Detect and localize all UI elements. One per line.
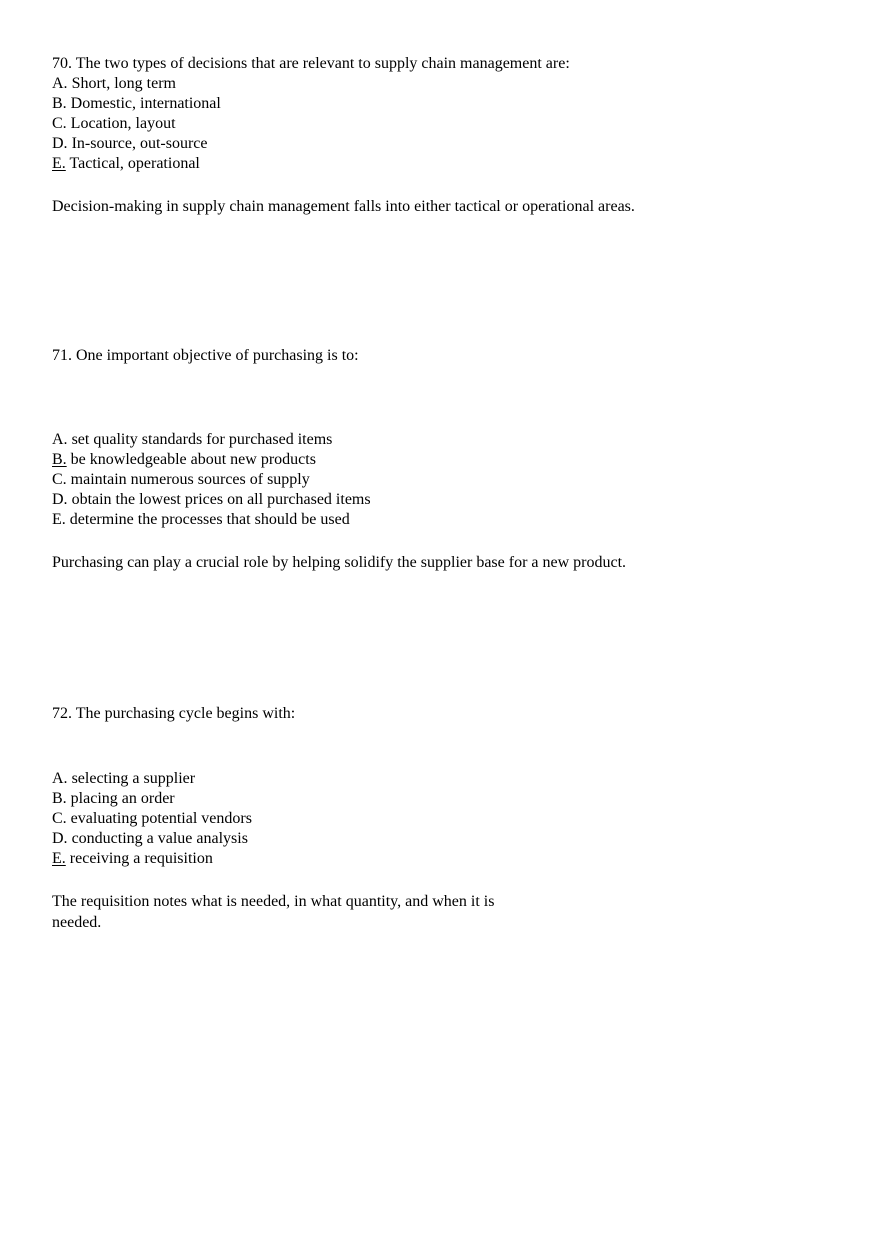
option-text: set quality standards for purchased items (67, 431, 333, 448)
option-letter: B. (52, 790, 67, 807)
option-b (52, 94, 652, 114)
option-text: placing an order (66, 790, 175, 807)
question-stem: 70. The two types of decisions that are relevant to supply chain management are: (52, 55, 570, 72)
question-71 (52, 346, 652, 573)
option-c (52, 470, 652, 490)
option-e-correct (52, 154, 652, 174)
option-text: receiving a requisition (65, 850, 213, 867)
option-text: conducting a value analysis (67, 830, 248, 847)
option-c (52, 114, 652, 134)
option-e (52, 510, 652, 530)
option-letter: C. (52, 810, 67, 827)
option-text: be knowledgeable about new products (66, 451, 316, 468)
option-a (52, 430, 652, 450)
option-text: Domestic, international (66, 95, 221, 112)
option-letter: D. (52, 491, 68, 508)
option-letter: D. (52, 135, 68, 152)
option-letter: C. (52, 471, 67, 488)
option-text: maintain numerous sources of supply (66, 471, 310, 488)
option-text: Location, layout (66, 115, 176, 132)
option-letter: C. (52, 115, 67, 132)
answer-explanation: Purchasing can play a crucial role by helping solidify the supplier base for a new product. (52, 554, 627, 571)
option-text: evaluating potential vendors (66, 810, 252, 827)
question-stem: 72. The purchasing cycle begins with: (52, 705, 296, 722)
option-letter: D. (52, 830, 68, 847)
question-70 (52, 54, 652, 217)
option-text: In-source, out-source (67, 135, 208, 152)
question-stem: 71. One important objective of purchasing is to: (52, 347, 359, 364)
option-text: Short, long term (67, 75, 176, 92)
answer-explanation: The requisition notes what is needed, in what quantity, and when it is needed. (52, 893, 495, 931)
option-b (52, 789, 652, 809)
option-text: determine the processes that should be used (65, 511, 350, 528)
correct-answer-letter: E. (52, 850, 66, 867)
correct-answer-letter: B. (52, 451, 67, 468)
option-d (52, 829, 652, 849)
option-e-correct (52, 849, 652, 869)
question-72 (52, 704, 652, 933)
option-c (52, 809, 652, 829)
option-text: Tactical, operational (65, 155, 200, 172)
option-letter: A. (52, 431, 68, 448)
option-text: selecting a supplier (67, 770, 196, 787)
option-a (52, 769, 652, 789)
option-letter: E. (52, 511, 66, 528)
option-letter: A. (52, 75, 68, 92)
correct-answer-letter: E. (52, 155, 66, 172)
option-a (52, 74, 652, 94)
option-d (52, 490, 652, 510)
answer-explanation: Decision-making in supply chain management falls into either tactical or operational areas. (52, 198, 635, 215)
option-letter: B. (52, 95, 67, 112)
option-letter: A. (52, 770, 68, 787)
option-d (52, 134, 652, 154)
option-text: obtain the lowest prices on all purchased items (67, 491, 371, 508)
option-b-correct (52, 450, 652, 470)
